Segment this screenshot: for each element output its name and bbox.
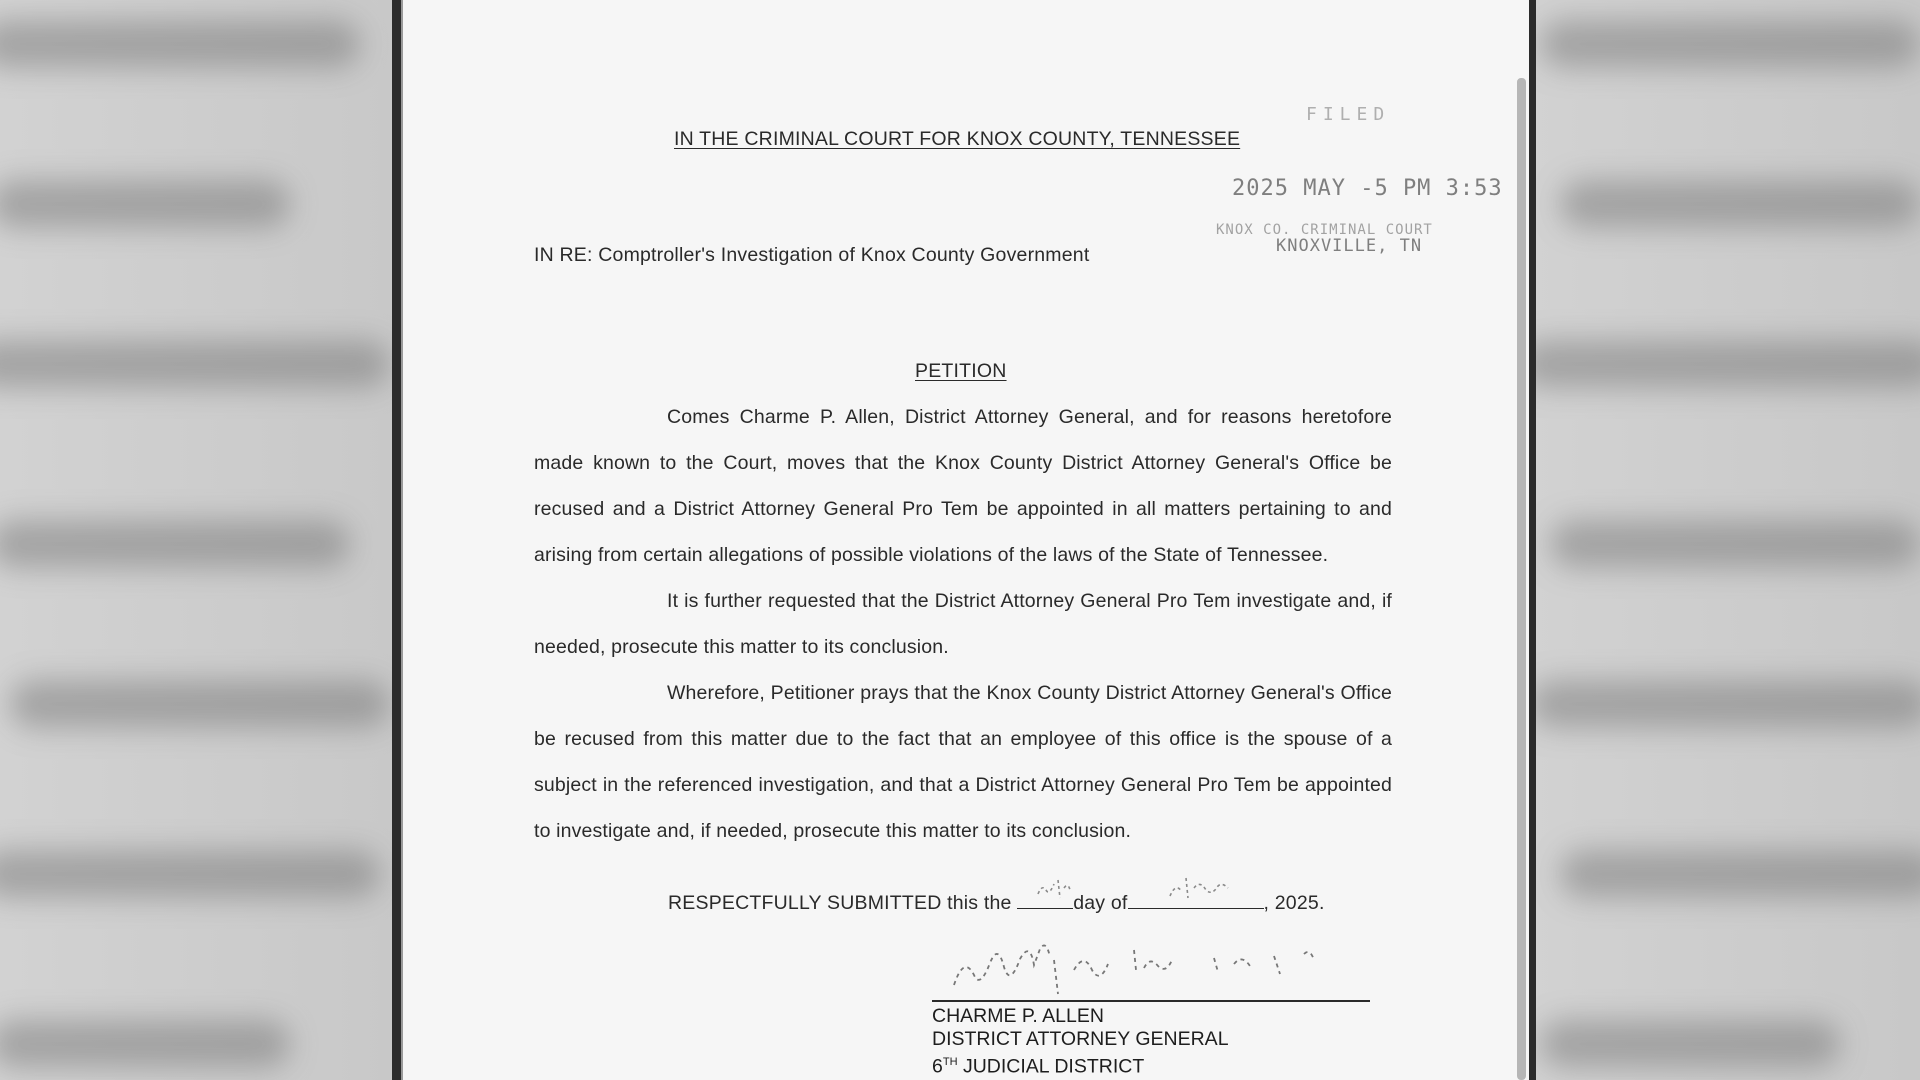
scrollbar[interactable] — [1517, 78, 1526, 1080]
submitted-prefix: RESPECTFULLY SUBMITTED this the — [668, 892, 1012, 914]
signature-line — [932, 1000, 1370, 1002]
submitted-suffix: , 2025. — [1263, 892, 1325, 914]
in-re-line: IN RE: Comptroller's Investigation of Knox County Government — [534, 244, 1090, 266]
paragraph-1: Comes Charme P. Allen, District Attorney General, and for reasons heretofore made known to the Court, moves that the Knox County District Attorney General's Office be recused and a District Attorney General Pro Tem be appointed in all matters pertaining to and arising from certain allegations of possible violations of the laws of the State of Tennessee. — [534, 406, 1392, 566]
stamp-date-time: 2025 MAY -5 PM 3:53 — [1232, 176, 1503, 201]
signer-title: DISTRICT ATTORNEY GENERAL — [932, 1028, 1229, 1050]
handwritten-day-mark — [1030, 866, 1090, 906]
handwritten-month-mark — [1164, 866, 1244, 906]
paragraph-2: It is further requested that the District Attorney General Pro Tem investigate and, if needed, prosecute this matter to its conclusion. — [534, 590, 1392, 658]
submitted-day-word: day of — [1073, 892, 1128, 914]
signature-block — [932, 1005, 1229, 1079]
district-ordinal: TH — [942, 1056, 958, 1068]
signer-district — [932, 1051, 1229, 1079]
signer-name: CHARME P. ALLEN — [932, 1005, 1104, 1027]
district-number: 6 — [932, 1055, 943, 1078]
stamp-city: KNOXVILLE, TN — [1276, 236, 1423, 256]
court-title: IN THE CRIMINAL COURT FOR KNOX COUNTY, TENNESSEE — [674, 128, 1241, 150]
signature-scribble — [944, 930, 1374, 1000]
blurred-background-right — [1520, 0, 1920, 1080]
petition-title: PETITION — [915, 360, 1007, 382]
blurred-background-left — [0, 0, 400, 1080]
district-rest: JUDICIAL DISTRICT — [957, 1055, 1145, 1078]
paragraph-3: Wherefore, Petitioner prays that the Knox County District Attorney General's Office be recused from this matter due to the fact that an employee of this office is the spouse of a subject in the referenced investigation, and that a District Attorney General Pro Tem be appointed to investigate and, if needed, prosecute this matter to its conclusion. — [534, 682, 1392, 842]
stamp-court: KNOX CO. CRIMINAL COURT — [1216, 222, 1433, 238]
stamp-filed: FILED — [1306, 104, 1391, 125]
